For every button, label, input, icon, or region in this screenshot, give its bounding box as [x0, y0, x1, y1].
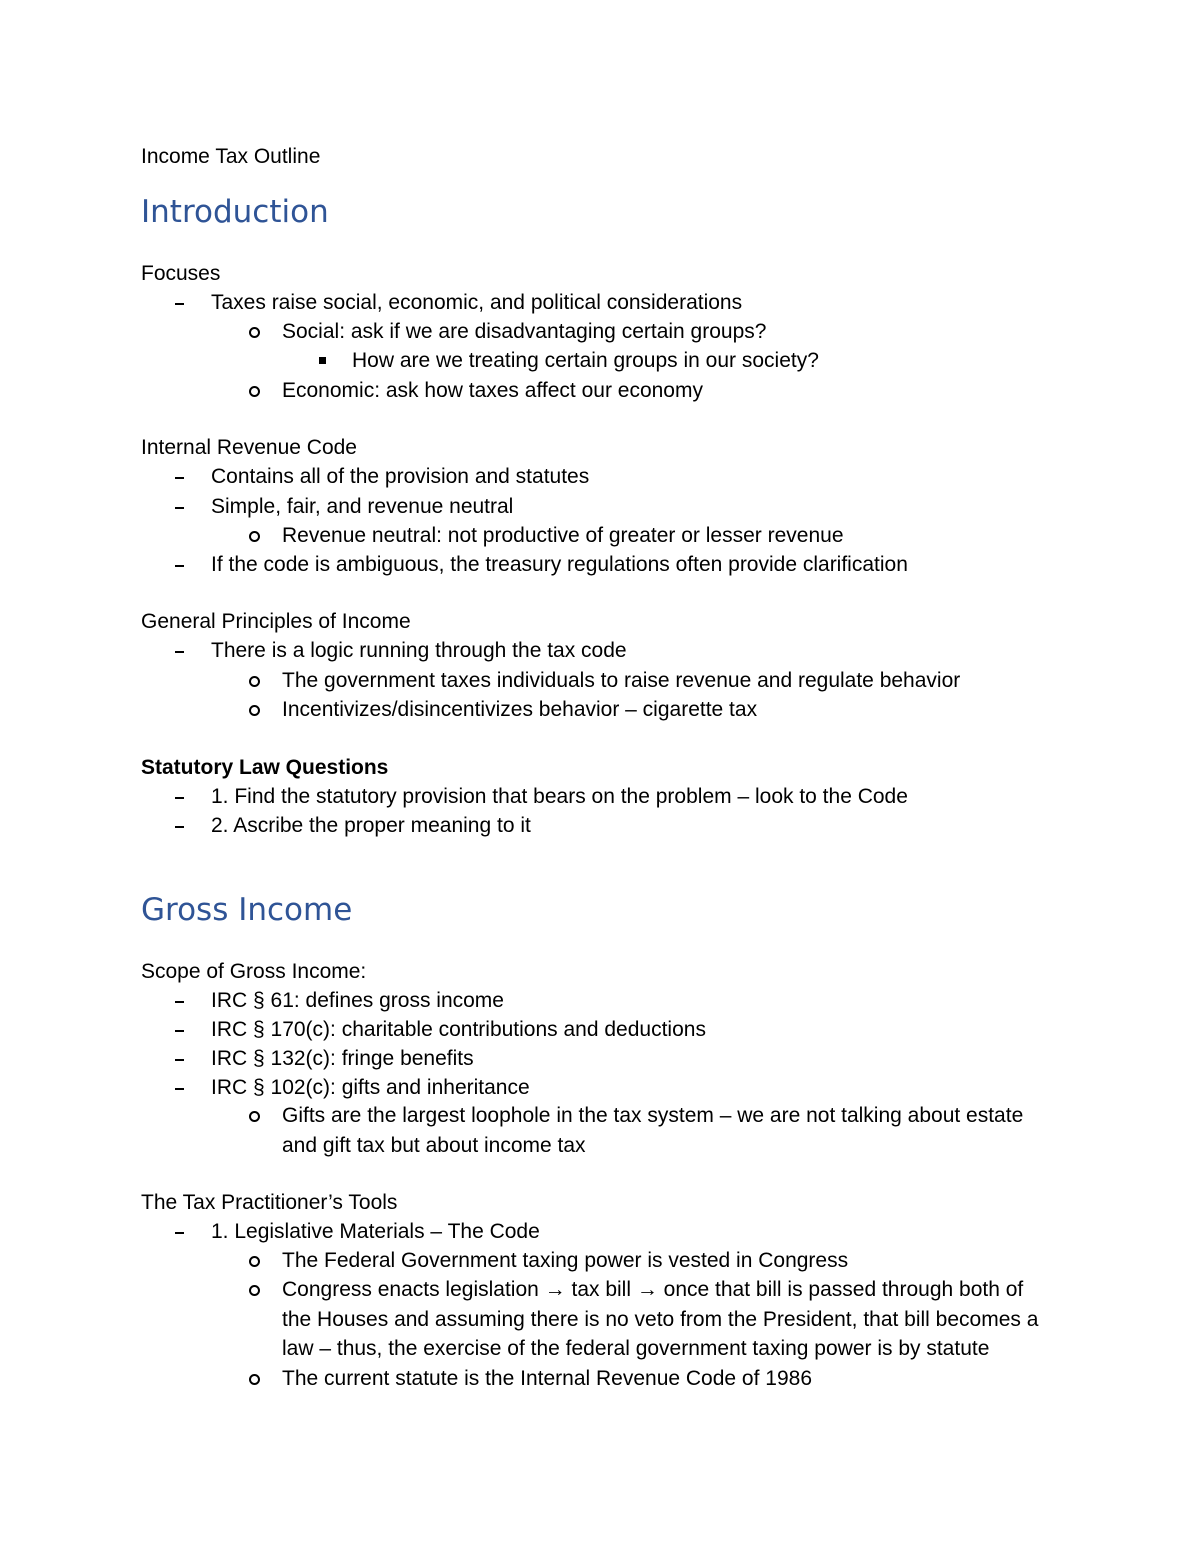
list-item-continuation: law – thus, the exercise of the federal government taxing power is by statute — [282, 1337, 990, 1360]
dash-bullet — [175, 1030, 184, 1032]
list-item: IRC § 102(c): gifts and inheritance — [211, 1076, 530, 1099]
dash-bullet — [175, 565, 184, 567]
dash-bullet — [175, 1232, 184, 1234]
list-item: 2. Ascribe the proper meaning to it — [211, 814, 531, 837]
list-item: 1. Legislative Materials – The Code — [211, 1220, 540, 1243]
list-item-continuation: the Houses and assuming there is no veto from the President, that bill becomes a — [282, 1308, 1039, 1331]
list-item: If the code is ambiguous, the treasury regulations often provide clarification — [211, 553, 908, 576]
list-item: Economic: ask how taxes affect our economy — [282, 379, 703, 402]
circle-bullet — [249, 1256, 260, 1267]
circle-bullet — [249, 386, 260, 397]
list-item: The current statute is the Internal Revenue Code of 1986 — [282, 1367, 812, 1390]
document-title: Income Tax Outline — [141, 145, 321, 168]
subheading-scope-of-gross-income: Scope of Gross Income: — [141, 960, 367, 983]
list-item: Gifts are the largest loophole in the tax system – we are not talking about estate — [282, 1104, 1024, 1127]
subheading-tax-practitioners-tools: The Tax Practitioner’s Tools — [141, 1191, 398, 1214]
heading-introduction: Introduction — [141, 194, 329, 230]
list-item: Simple, fair, and revenue neutral — [211, 495, 514, 518]
list-item: IRC § 170(c): charitable contributions and deductions — [211, 1018, 706, 1041]
dash-bullet — [175, 797, 184, 799]
circle-bullet — [249, 705, 260, 716]
list-item: Incentivizes/disincentivizes behavior – cigarette tax — [282, 698, 758, 721]
circle-bullet — [249, 1374, 260, 1385]
dash-bullet — [175, 303, 184, 305]
circle-bullet — [249, 676, 260, 687]
dash-bullet — [175, 507, 184, 509]
dash-bullet — [175, 651, 184, 653]
list-item: Contains all of the provision and statutes — [211, 465, 590, 488]
list-item: The government taxes individuals to raise revenue and regulate behavior — [282, 669, 961, 692]
list-item: IRC § 132(c): fringe benefits — [211, 1047, 474, 1070]
dash-bullet — [175, 826, 184, 828]
list-item-continuation: and gift tax but about income tax — [282, 1134, 586, 1157]
list-item: IRC § 61: defines gross income — [211, 989, 504, 1012]
dash-bullet — [175, 1059, 184, 1061]
list-item: Social: ask if we are disadvantaging certain groups? — [282, 320, 767, 343]
list-item: Taxes raise social, economic, and political considerations — [211, 291, 743, 314]
list-item: Revenue neutral: not productive of greater or lesser revenue — [282, 524, 844, 547]
heading-gross-income: Gross Income — [141, 892, 353, 928]
circle-bullet — [249, 531, 260, 542]
circle-bullet — [249, 327, 260, 338]
square-bullet — [319, 357, 326, 364]
dash-bullet — [175, 1001, 184, 1003]
list-item: The Federal Government taxing power is vested in Congress — [282, 1249, 849, 1272]
subheading-general-principles: General Principles of Income — [141, 610, 411, 633]
subheading-internal-revenue-code: Internal Revenue Code — [141, 436, 357, 459]
subheading-focuses: Focuses — [141, 262, 221, 285]
dash-bullet — [175, 1088, 184, 1090]
circle-bullet — [249, 1285, 260, 1296]
list-item: How are we treating certain groups in our society? — [352, 349, 819, 372]
list-item: There is a logic running through the tax code — [211, 639, 627, 662]
list-item: Congress enacts legislation → tax bill → once that bill is passed through both of — [282, 1278, 1024, 1301]
subheading-statutory-law-questions: Statutory Law Questions — [141, 756, 389, 779]
list-item: 1. Find the statutory provision that bears on the problem – look to the Code — [211, 785, 908, 808]
circle-bullet — [249, 1111, 260, 1122]
dash-bullet — [175, 477, 184, 479]
